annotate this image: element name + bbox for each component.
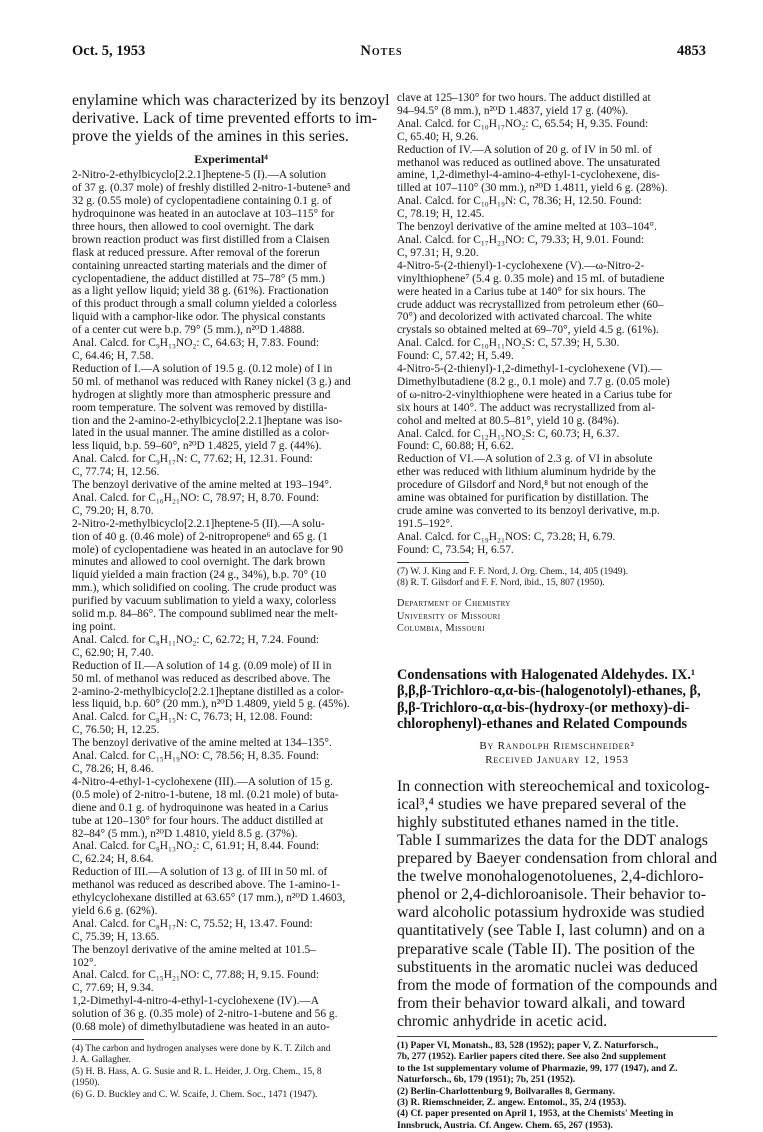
text-line: Found: C, 73.54; H, 6.57. — [397, 543, 514, 556]
text-line: Anal. Calcd. for C₁₀H₁₇NO₂: C, 65.54; H, 9.35. Found: — [397, 117, 649, 130]
text-line: Naturforsch., 6b, 179 (1951); 7b, 251 (1952). — [397, 1075, 576, 1086]
text-line: C, 75.39; H, 13.65. — [72, 930, 160, 943]
text-line: C, 78.19; H, 12.45. — [397, 208, 485, 221]
text-line: crude adduct was recrystallized from petroleum ether (60– — [397, 298, 664, 311]
text-line: methanol was reduced as described above. The 1-amino-1- — [72, 879, 341, 892]
text-line: preparative scale (Table II). The position of the — [397, 940, 695, 958]
text-line: highly substituted ethanes named in the title. — [397, 813, 680, 831]
text-line: of ω-nitro-2-vinylthiophene were heated in a Carius tube for — [397, 388, 673, 401]
text-line: derivative. Lack of time prevented efforts to im- — [72, 110, 378, 128]
department-address — [397, 598, 717, 635]
text-line: 94–94.5° (8 mm.), n²⁰D 1.4837, yield 17 g. (40%). — [397, 104, 629, 117]
text-line: of a center cut were b.p. 79° (5 mm.), n²⁰D 1.4888. — [72, 324, 305, 337]
text-line: Department of Chemistry — [397, 598, 511, 610]
text-line: ethylcyclohexane distilled at 63.65° (17 mm.), n²⁰D 1.4603, — [72, 892, 346, 905]
text-line: 102°. — [72, 956, 97, 969]
text-line: Anal. Calcd. for C₈H₁₇N: C, 75.52; H, 13.47. Found: — [72, 917, 313, 930]
text-line: brown reaction product was first distilled from a Claisen — [72, 233, 330, 246]
text-line: methanol was reduced as outlined above. The unsaturated — [397, 156, 660, 169]
text-line: Anal. Calcd. for C₉H₁₇N: C, 77.62; H, 12.31. Found: — [72, 453, 313, 466]
text-line: phenol or 2,4-dichloroanisole. Their behavior to- — [397, 886, 706, 904]
text-line: solid m.p. 84–86°. The compound sublimed near the melt- — [72, 608, 338, 621]
article-title — [397, 667, 717, 733]
text-line: (0.5 mole) of 2-nitro-1-butene, 18 ml. (0.21 mole) of buta- — [72, 788, 339, 801]
text-line: six hours at 140°. The adduct was recrystallized from al- — [397, 401, 656, 414]
text-line: Anal. Calcd. for C₁₉H₂₁NOS: C, 73.28; H, 6.79. — [397, 530, 616, 543]
text-line: (5) H. B. Hass, A. G. Susie and R. L. Heider, J. Org. Chem., 15, 8 — [72, 1066, 322, 1077]
text-line: In connection with stereochemical and toxicolog- — [397, 777, 710, 795]
text-line: C, 77.74; H, 12.56. — [72, 466, 160, 479]
text-line: J. A. Gallagher. — [72, 1055, 131, 1066]
text-line: tube at 120–130° for four hours. The adduct distilled at — [72, 814, 324, 827]
text-line: The benzoyl derivative of the amine melted at 103–104°. — [397, 221, 657, 234]
text-line: C, 97.31; H, 9.20. — [397, 246, 479, 259]
text-line: C, 62.24; H, 8.64. — [72, 853, 154, 866]
text-line: The benzoyl derivative of the amine melted at 134–135°. — [72, 737, 332, 750]
text-line: tilled at 107–110° (30 mm.), n²⁰D 1.4811, yield 6 g. (28%). — [397, 182, 668, 195]
text-line: C, 79.20; H, 8.70. — [72, 504, 154, 517]
text-line: Reduction of VI.—A solution of 2.3 g. of VI in absolute — [397, 453, 653, 466]
author-byline: By Randolph Riemschneider² — [479, 739, 635, 752]
text-line: 2-Nitro-2-methylbicyclo[2.2.1]heptene-5 (II).—A solu- — [72, 517, 325, 530]
text-line: containing unreacted starting materials and the dimer of — [72, 259, 327, 272]
text-line: ical³,⁴ studies we have prepared several of the — [397, 795, 687, 813]
text-line: mm.), which solidified on cooling. The crude product was — [72, 582, 337, 595]
text-line: chromic anhydride in acetic acid. — [397, 1012, 608, 1030]
text-line: hydroquinone was heated in an autoclave at 103–115° for — [72, 208, 335, 220]
text-line: to the 1st supplementary volume of Pharmazie, 99, 177 (1947), and Z. — [397, 1063, 678, 1074]
text-line: mole) of cyclopentadiene was heated in an autoclave for 90 — [72, 543, 344, 556]
text-line: the twelve monohalogenotoluenes, 2,4-dichloro- — [397, 868, 704, 886]
text-line: University of Missouri — [397, 610, 501, 622]
text-line: (1950). — [72, 1078, 100, 1089]
text-line: prove the yields of the amines in this series. — [72, 128, 349, 146]
text-line: Reduction of I.—A solution of 19.5 g. (0.12 mole) of I in — [72, 362, 333, 375]
text-line: (0.68 mole) of dimethylbutadiene was heated in an auto- — [72, 1021, 330, 1034]
text-line: crude amine was converted to its benzoyl derivative, m.p. — [397, 505, 660, 517]
text-line: ward alcoholic potassium hydroxide was studied — [397, 904, 705, 922]
continued-body — [397, 92, 717, 557]
header-date: Oct. 5, 1953 — [72, 43, 146, 59]
text-line: Anal. Calcd. for C₁₀H₁₉N: C, 78.36; H, 12.50. Found: — [397, 195, 642, 208]
text-line: crystals so obtained melted at 69–70°, yield 4.5 g. (61%). — [397, 324, 659, 337]
text-line: substituents in the aromatic nuclei was deduced — [397, 958, 698, 976]
text-line: diene and 0.1 g. of hydroquinone was heated in a Carius — [72, 801, 329, 814]
text-line: tion and the 2-amino-2-ethylbicyclo[2.2.1]heptane was iso- — [72, 414, 343, 427]
text-line: Anal. Calcd. for C₉H₁₃NO₂: C, 64.63; H, 7.83. Found: — [72, 337, 320, 350]
text-line: Found: C, 57.42; H, 5.49. — [397, 350, 514, 363]
text-line: 50 ml. of methanol was reduced as described above. The — [72, 672, 331, 685]
experimental-heading: Experimental⁴ — [194, 152, 268, 167]
experimental-body — [72, 169, 390, 1034]
text-line: The benzoyl derivative of the amine melted at 193–194°. — [72, 479, 332, 492]
left-footnotes — [72, 1044, 390, 1101]
text-line: less liquid, b.p. 60° (20 mm.), n²⁰D 1.4809, yield 5 g. (45%). — [72, 698, 350, 711]
text-line: amine was obtained for purification by distillation. The — [397, 492, 649, 505]
footnote-divider — [397, 562, 469, 563]
right-column — [397, 92, 718, 1131]
text-line: Anal. Calcd. for C₁₅H₂₁NO: C, 77.88; H, 9.15. Found: — [72, 969, 320, 982]
text-line: were heated in a Carius tube at 140° for six hours. The — [397, 285, 646, 298]
text-line: enylamine which was characterized by its benzoyl — [72, 92, 390, 109]
article-body — [397, 778, 717, 1031]
text-line: Anal. Calcd. for C₈H₁₅N: C, 76.73; H, 12.08. Found: — [72, 711, 313, 724]
text-line: (7) W. J. King and F. F. Nord, J. Org. Chem., 14, 405 (1949). — [397, 566, 629, 577]
text-line: cyclopentadiene, the adduct distilled at 75–78° (5 mm.) — [72, 272, 325, 285]
text-line: (8) R. T. Gilsdorf and F. F. Nord, ibid., 15, 807 (1950). — [397, 578, 605, 589]
text-line: C, 64.46; H, 7.58. — [72, 349, 154, 362]
text-line: clave at 125–130° for two hours. The adduct distilled at — [397, 92, 651, 104]
text-line: Found: C, 60.88; H, 6.62. — [397, 440, 514, 453]
text-line: amine, 1,2-dimethyl-4-amino-4-ethyl-1-cyclohexene, dis- — [397, 169, 660, 182]
text-line: C, 62.90; H, 7.40. — [72, 646, 154, 659]
text-line: purified by vacuum sublimation to yield a waxy, colorless — [72, 595, 337, 608]
text-line: room temperature. The solvent was removed by distilla- — [72, 401, 328, 414]
intro-paragraph — [72, 92, 390, 146]
text-line: solution of 36 g. (0.35 mole) of 2-nitro-1-butene and 56 g. — [72, 1008, 338, 1021]
article-footnotes — [397, 1041, 717, 1132]
text-line: (6) G. D. Buckley and C. W. Scaife, J. Chem. Soc., 1471 (1947). — [72, 1089, 318, 1100]
text-line: yield 6.6 g. (62%). — [72, 904, 158, 917]
text-line: liquid with a camphor-like odor. The physical constants — [72, 311, 326, 324]
text-line: The benzoyl derivative of the amine melted at 101.5– — [72, 943, 316, 956]
text-line: of 37 g. (0.37 mole) of freshly distilled 2-nitro-1-butene⁵ and — [72, 182, 351, 195]
header-section: Notes — [360, 43, 403, 59]
text-line: 2-amino-2-methylbicyclo[2.2.1]heptane distilled as a color- — [72, 685, 344, 698]
text-line: lated in the usual manner. The amine distilled as a color- — [72, 427, 330, 440]
text-line: Anal. Calcd. for C₈H₁₁NO₂: C, 62.72; H, 7.24. Found: — [72, 633, 320, 646]
text-line: chlorophenyl)-ethanes and Related Compounds — [397, 716, 688, 733]
text-line: less liquid, b.p. 59–60°, n²⁰D 1.4825, yield 7 g. (44%). — [72, 440, 322, 453]
text-line: Dimethylbutadiene (8.2 g., 0.1 mole) and 7.7 g. (0.05 mole) — [397, 375, 670, 388]
text-line: vinylthiophene⁷ (5.4 g. 0.35 mole) and 15 ml. of butadiene — [397, 272, 665, 285]
text-line: prepared by Baeyer condensation from chloral and — [397, 850, 718, 868]
text-line: (2) Berlin-Charlottenburg 9, Boilvaralles 8, Germany. — [397, 1086, 615, 1097]
text-line: 70°) and decolorized with activated charcoal. The white — [397, 311, 652, 324]
text-line: (4) The carbon and hydrogen analyses were done by K. T. Zilch and — [72, 1044, 331, 1054]
text-line: 32 g. (0.55 mole) of cyclopentadiene containing 0.1 g. of — [72, 195, 332, 208]
text-line: ing point. — [72, 621, 116, 633]
text-line: 4-Nitro-4-ethyl-1-cyclohexene (III).—A solution of 15 g. — [72, 775, 333, 788]
text-line: ether was reduced with lithium aluminum hydride by the — [397, 466, 656, 479]
text-line: C, 65.40; H, 9.26. — [397, 130, 479, 143]
article-footnote-divider — [397, 1036, 717, 1037]
text-line: 191.5–192°. — [397, 517, 453, 530]
text-line: hydrogen at slightly more than atmospheric pressure and — [72, 388, 331, 401]
text-line: Table I summarizes the data for the DDT analogs — [397, 831, 708, 849]
text-line: Reduction of IV.—A solution of 20 g. of IV in 50 ml. of — [397, 143, 652, 156]
right-footnotes — [397, 567, 717, 590]
text-line: procedure of Gilsdorf and Nord,⁸ but not enough of the — [397, 479, 649, 492]
text-line: as a light yellow liquid; yield 38 g. (61%). Fractionation — [72, 285, 329, 298]
text-line: 50 ml. of methanol was reduced with Raney nickel (3 g.) and — [72, 375, 351, 388]
left-column — [72, 92, 390, 1100]
text-line: 1,2-Dimethyl-4-nitro-4-ethyl-1-cyclohexene (IV).—A — [72, 995, 320, 1008]
text-line: β,β-Trichloro-α,α-bis-(hydroxy-(or methoxy)-di- — [397, 699, 690, 716]
text-line: Innsbruck, Austria. Cf. Angew. Chem. 65, 267 (1953). — [397, 1120, 613, 1131]
text-line: C, 78.26; H, 8.46. — [72, 762, 154, 775]
text-line: β,β,β-Trichloro-α,α-bis-(halogenotolyl)-ethanes, β, — [397, 683, 701, 700]
text-line: cohol and melted at 80.5–81°, yield 10 g. (84%). — [397, 414, 620, 427]
text-line: 82–84° (5 mm.), n²⁰D 1.4810, yield 8.5 g. (37%). — [72, 827, 298, 840]
text-line: 7b, 277 (1952). Earlier papers cited there. See also 2nd supplement — [397, 1052, 667, 1063]
received-date: Received January 12, 1953 — [485, 753, 629, 766]
text-line: from their behavior toward alkali, and toward — [397, 994, 686, 1012]
text-line: C, 77.69; H, 9.34. — [72, 982, 154, 995]
text-line: of this product through a small column yielded a colorless — [72, 298, 337, 311]
text-line: C, 76.50; H, 12.25. — [72, 724, 160, 737]
text-line: tion of 40 g. (0.46 mole) of 2-nitropropene⁶ and 65 g. (1 — [72, 530, 328, 543]
text-line: (3) R. Riemschneider, Z. angew. Entomol., 35, 2/4 (1953). — [397, 1098, 627, 1109]
text-line: flask at reduced pressure. After removal of the forerun — [72, 246, 320, 259]
text-line: Reduction of III.—A solution of 13 g. of III in 50 ml. of — [72, 866, 328, 879]
text-line: from the mode of formation of the compounds and — [397, 976, 718, 994]
text-line: (1) Paper VI, Monatsh., 83, 528 (1952); paper V, Z. Naturforsch., — [397, 1040, 659, 1051]
text-line: Reduction of II.—A solution of 14 g. (0.09 mole) of II in — [72, 659, 332, 672]
text-line: Anal. Calcd. for C₈H₁₃NO₂: C, 61.91; H, 8.44. Found: — [72, 840, 320, 853]
text-line: Anal. Calcd. for C₁₅H₁₉NO: C, 78.56; H, 8.35. Found: — [72, 750, 320, 763]
text-line: liquid yielded a main fraction (24 g., 34%), b.p. 70° (10 — [72, 569, 327, 582]
text-line: Columbia, Missouri — [397, 622, 486, 634]
text-line: Condensations with Halogenated Aldehydes. IX.¹ — [397, 667, 696, 684]
text-line: (4) Cf. paper presented on April 1, 1953, at the Chemists' Meeting in — [397, 1109, 674, 1120]
text-line: Anal. Calcd. for C₁₀H₁₁NO₂S: C, 57.39; H, 5.30. — [397, 337, 620, 350]
text-line: Anal. Calcd. for C₁₂H₁₅NO₂S: C, 60.73; H, 6.37. — [397, 427, 620, 440]
header-page-number: 4853 — [677, 43, 706, 59]
text-line: 4-Nitro-5-(2-thienyl)-1-cyclohexene (V).—ω-Nitro-2- — [397, 259, 645, 272]
footnote-divider — [72, 1039, 144, 1040]
text-line: quantitatively (see Table I, last column) and on a — [397, 922, 705, 940]
text-line: 2-Nitro-2-ethylbicyclo[2.2.1]heptene-5 (I).—A solution — [72, 169, 327, 182]
text-line: 4-Nitro-5-(2-thienyl)-1,2-dimethyl-1-cyclohexene (VI).— — [397, 363, 662, 376]
text-line: minutes and allowed to cool overnight. The dark brown — [72, 556, 326, 569]
text-line: Anal. Calcd. for C₁₇H₂₃NO: C, 79.33; H, 9.01. Found: — [397, 233, 645, 246]
text-line: Anal. Calcd. for C₁₆H₂₁NO: C, 78.97; H, 8.70. Found: — [72, 491, 320, 504]
text-line: three hours, then allowed to cool overnight. The dark — [72, 220, 315, 233]
